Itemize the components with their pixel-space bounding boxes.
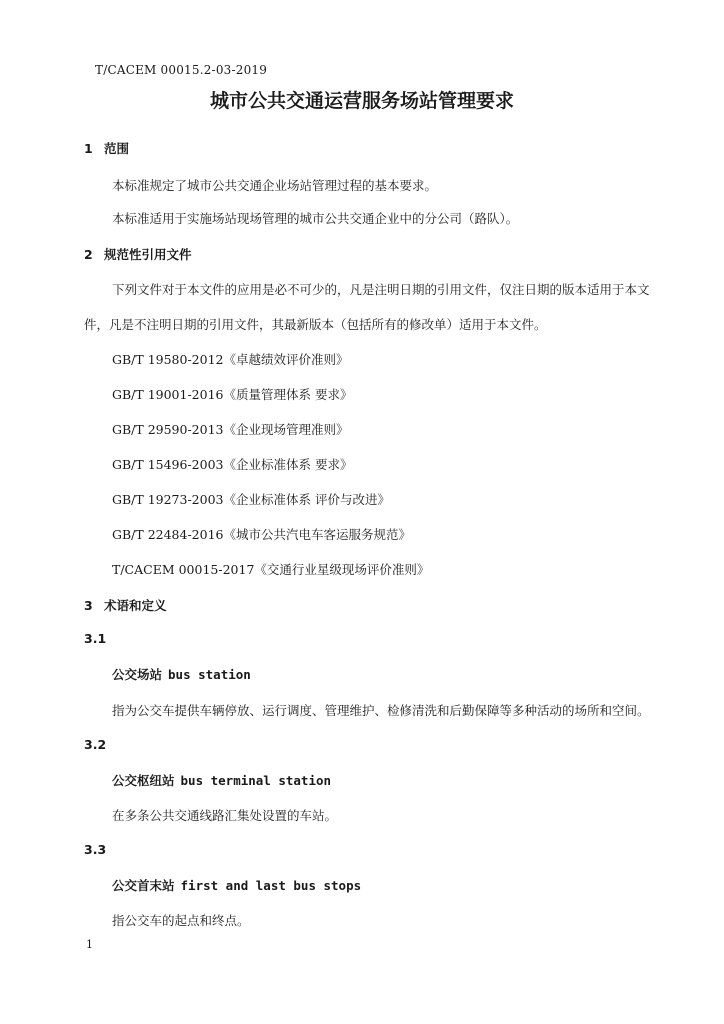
term-english: bus station: [168, 667, 251, 682]
paragraph: 本标准适用于实施场站现场管理的城市公共交通企业中的分公司（路队）。: [112, 211, 519, 226]
document-code: T/CACEM 00015.2-03-2019: [95, 63, 268, 77]
term-definition: 指公交车的起点和终点。: [112, 913, 250, 928]
reference-item: GB/T 19580-2012《卓越绩效评价准则》: [112, 352, 349, 367]
section-number: 1: [84, 141, 93, 156]
subsection-number: 3.2: [84, 737, 107, 752]
page-number: 1: [86, 938, 93, 951]
term-heading: [112, 771, 331, 789]
reference-item: GB/T 15496-2003《企业标准体系 要求》: [112, 457, 353, 472]
term-chinese: 公交首末站: [112, 878, 175, 893]
term-heading: [112, 665, 251, 683]
reference-item: T/CACEM 00015-2017《交通行业星级现场评价准则》: [112, 562, 430, 577]
term-english: bus terminal station: [180, 773, 332, 788]
section-title: 规范性引用文件: [104, 247, 192, 262]
section-title: 范围: [104, 141, 130, 156]
reference-item: GB/T 22484-2016《城市公共汽电车客运服务规范》: [112, 527, 411, 542]
term-definition: 指为公交车提供车辆停放、运行调度、管理维护、检修清洗和后勤保障等多种活动的场所和空间。: [112, 703, 650, 718]
section-heading-terms: [84, 596, 167, 614]
subsection-number: 3.3: [84, 842, 107, 857]
section-heading-scope: [84, 139, 129, 157]
reference-item: GB/T 29590-2013《企业现场管理准则》: [112, 422, 349, 437]
term-chinese: 公交枢纽站: [112, 773, 175, 788]
document-title: 城市公共交通运营服务场站管理要求: [209, 90, 514, 112]
section-title: 术语和定义: [104, 598, 167, 613]
subsection-number: 3.1: [84, 631, 107, 646]
paragraph-line: 件，凡是不注明日期的引用文件，其最新版本（包括所有的修改单）适用于本文件。: [84, 317, 547, 332]
term-definition: 在多条公共交通线路汇集处设置的车站。: [112, 808, 338, 823]
reference-item: GB/T 19001-2016《质量管理体系 要求》: [112, 387, 353, 402]
term-english: first and last bus stops: [180, 878, 362, 893]
reference-item: GB/T 19273-2003《企业标准体系 评价与改进》: [112, 492, 390, 507]
paragraph: 本标准规定了城市公共交通企业场站管理过程的基本要求。: [112, 178, 438, 193]
term-chinese: 公交场站: [112, 667, 163, 682]
section-number: 2: [84, 247, 93, 262]
term-heading: [112, 876, 361, 894]
section-number: 3: [84, 598, 93, 613]
section-heading-normative-references: [84, 245, 192, 263]
paragraph-line: 下列文件对于本文件的应用是必不可少的，凡是注明日期的引用文件，仅注日期的版本适用于本文: [112, 282, 650, 297]
